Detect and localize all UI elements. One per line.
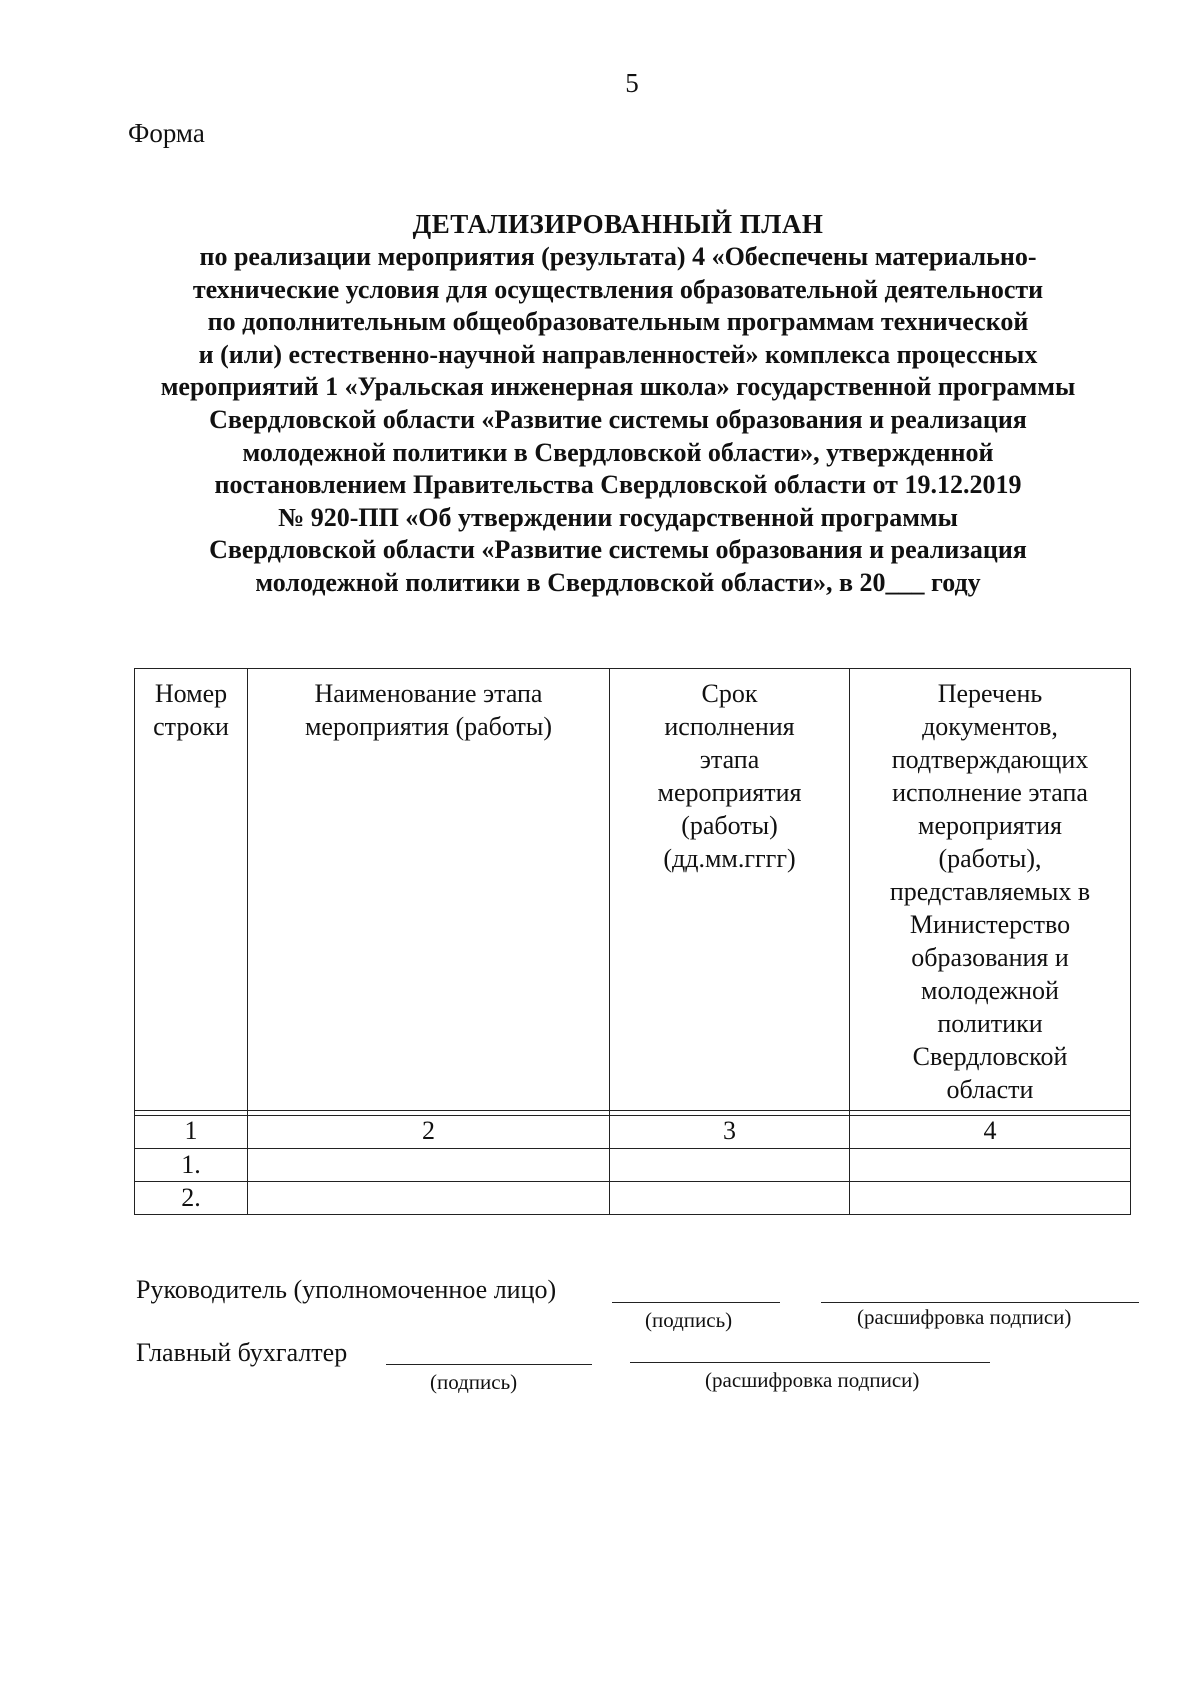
row-documents[interactable] <box>850 1182 1131 1215</box>
title-line: постановлением Правительства Свердловской области от 19.12.2019 <box>214 470 1022 500</box>
header-deadline: Срок исполнения этапа мероприятия (работы) (дд.мм.гггг) <box>610 669 850 1111</box>
accountant-signature-line[interactable] <box>386 1364 592 1365</box>
title-line: мероприятий 1 «Уральская инженерная школа» государственной программы <box>160 372 1076 402</box>
row-documents[interactable] <box>850 1149 1131 1182</box>
column-number: 1 <box>135 1116 248 1149</box>
accountant-decryption-line[interactable] <box>630 1362 990 1363</box>
title-line: по реализации мероприятия (результата) 4 «Обеспечены материально- <box>199 242 1037 271</box>
table-row <box>135 1149 1131 1182</box>
form-label: Форма <box>128 118 205 148</box>
row-stage-name[interactable] <box>248 1149 610 1182</box>
title-line: молодежной политики в Свердловской области», утвержденной <box>242 437 994 467</box>
column-number-row <box>135 1116 1131 1149</box>
header-documents: Перечень документов, подтверждающих исполнение этапа мероприятия (работы), представляемых в Министерство образования и молодежной политики Свердловской области <box>850 669 1131 1111</box>
title-line: по дополнительным общеобразовательным программам технической <box>207 307 1029 337</box>
column-number: 2 <box>248 1116 610 1149</box>
row-number: 2. <box>135 1182 248 1215</box>
title-line: и (или) естественно-научной направленностей» комплекса процессных <box>198 339 1038 369</box>
header-row-number: Номер строки <box>135 669 248 1111</box>
head-decryption-line[interactable] <box>821 1302 1139 1303</box>
detailed-plan-table <box>134 668 1131 1215</box>
head-signature-label: Руководитель (уполномоченное лицо) <box>136 1275 557 1304</box>
title-line: молодежной политики в Свердловской области», в 20___ году <box>255 567 981 597</box>
accountant-decryption-caption: (расшифровка подписи) <box>705 1368 920 1392</box>
row-stage-name[interactable] <box>248 1182 610 1215</box>
document-title: ДЕТАЛИЗИРОВАННЫЙ ПЛАН <box>412 209 824 239</box>
title-line: технические условия для осуществления образовательной деятельности <box>192 274 1044 304</box>
accountant-signature-label: Главный бухгалтер <box>136 1338 348 1367</box>
column-number: 4 <box>850 1116 1131 1149</box>
row-deadline[interactable] <box>610 1182 850 1215</box>
table-header-row <box>135 669 1131 1111</box>
head-decryption-caption: (расшифровка подписи) <box>857 1305 1072 1329</box>
table-row <box>135 1182 1131 1215</box>
title-line: № 920-ПП «Об утверждении государственной программы <box>278 502 958 532</box>
row-deadline[interactable] <box>610 1149 850 1182</box>
head-signature-caption: (подпись) <box>645 1308 733 1332</box>
document-title-block <box>118 207 1118 600</box>
column-number: 3 <box>610 1116 850 1149</box>
header-stage-name: Наименование этапа мероприятия (работы) <box>248 669 610 1111</box>
title-line: Свердловской области «Развитие системы образования и реализация <box>209 404 1027 434</box>
page-number: 5 <box>625 68 639 98</box>
head-signature-line[interactable] <box>612 1302 780 1303</box>
accountant-signature-caption: (подпись) <box>430 1370 518 1394</box>
title-line: Свердловской области «Развитие системы образования и реализация <box>209 535 1027 565</box>
row-number: 1. <box>135 1149 248 1182</box>
